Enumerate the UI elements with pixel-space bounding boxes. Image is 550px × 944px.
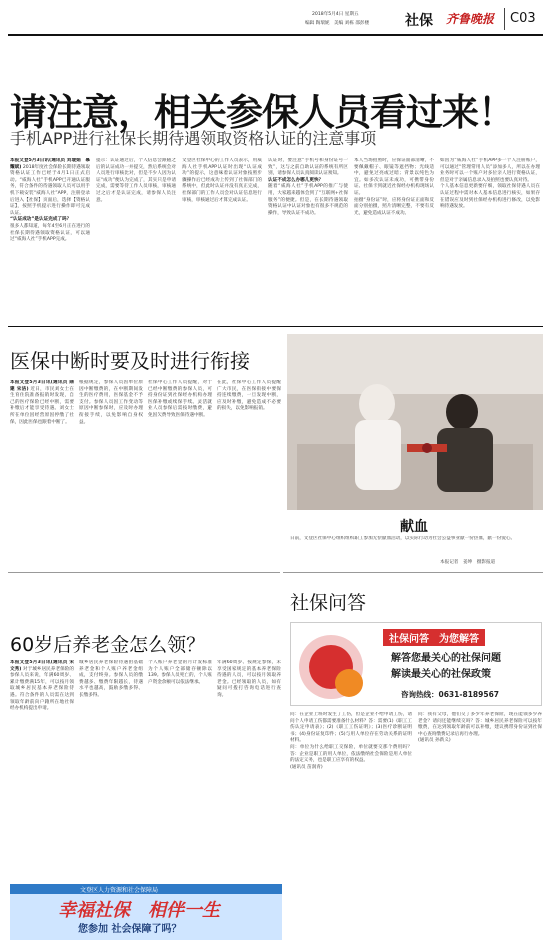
- story4-headline: 社保问答: [290, 592, 367, 614]
- lead-byline: 本报文登5月3日讯(通讯员 刘瑷娟 慕耀斌): [10, 158, 90, 170]
- ad-sub: 您参加 社会保障了吗？: [78, 924, 182, 935]
- lead-subtitle-1: “认证成功”是认证完成了吗？: [10, 217, 72, 223]
- story2-byline: 本报文登5月3日讯(通讯员 隋建 宋洁): [10, 380, 74, 392]
- story2-headline: 医保中断时要及时进行衔接: [10, 349, 250, 373]
- lead-column-6: 如因为“威海人社”手机APP多一个人注册账户，可以通过“管理常用人员”添加多人，所以在办理业务时可以一个账户对多位亲人进行资格认证，但是对于亲属信息录入及拍照也要认真对待。 个人基本信息更新要仔细，领取社保待遇人员在认证过程中需对本人基本信息进行核实，如果存在错误应及时到社保经办机构进行修改，以免影响待遇发放。: [440, 158, 540, 210]
- blood-donation-photo: [287, 334, 543, 510]
- masthead-editors: 编辑 陶瑞妮 美编 刘栋 邵彭楼: [305, 21, 370, 26]
- story2-column-4: 在此，社保中心工作人员提醒广大市民，在医保衔接中要保持连续缴费，一旦发现中断，应及时补缴，避免造成不必要的损失，以免影响报销。: [217, 380, 281, 412]
- story3-byline: 本报文登5月3日讯(通讯员 宋文秀): [10, 660, 74, 672]
- story3-column-2: 城乡居民养老保险待遇由基础养老金和个人账户养老金组成，支付终身。参保人员的缴费越多、缴费年限越长，待遇水平也越高，鼓励多缴多得、长缴多得。: [79, 660, 143, 698]
- story2-column-3: 社保中心工作人员提醒，对于已经中断缴费的参保人员，可持身份证到社保经办机构办理医保补缴或续保手续。灵活就业人员参保后需按时缴费，避免因欠费导致医保待遇中断。: [148, 380, 212, 418]
- qa-banner-phone: 咨询热线：0631-8189567: [401, 690, 500, 699]
- lead-column-2: 提示：认证通过后，个人信息会跟随之后的认证成功一并提交，然后系统会对人员进行审核比对，但是不少人因为认证“成功”便认为完成了，其实只是申请完成，需要等待工作人员审核，审核通过之后才是认证完成，请参保人员注意。: [96, 158, 176, 203]
- qa-banner-title: 社保问答 为您解答: [383, 629, 485, 646]
- ad-slogan: 幸福社保 相伴一生: [58, 900, 220, 921]
- qa-column-1: 问：在企业上班时发生了工伤，但是企业不给申请工伤，请问个人申请工伤都需要准备什么材料？答：需要(1)《职工工伤认定申请表》；(2)《职工工伤证明》；(3)医疗诊断证明书；(4)身份证复印件；(5)与用人单位存在劳动关系的证明材料。 问：单位为什么给职工交保险，单位就要交那个费用吗？答：企业是职工的用人单位，依法缴纳社会保险是用人单位的法定义务，也是职工应享有的权益。 (通讯员 苗润青): [290, 712, 412, 770]
- story3-column-3: 个人账户养老金的月计发标准为个人账户全部储存额除以139。参保人员死亡的，个人账户资金余额可以依法继承。: [148, 660, 212, 685]
- lead-column-4: 认证时，要注意“手机号和身份证号一致”，这与之前自助认证的系统有所区别，请参保人员认真阅读认证须知。 认证不成怎么办哪儿更快？ 随着“威海人社”手机APP的推广与使用，大家越来越体会到了“互联网+社保服务”的便捷。但是，在长期待遇领取资格认证中认证对象也有很多不规范的操作，导致认证不成功。: [268, 158, 348, 216]
- lead-column-5: 本人当场拍照时，应保证面部清晰，不要佩戴帽子、眼镜等遮挡物；光线适中，避免过亮或过暗；背景以纯色为宜。如多次认证未成功，可携带身份证、社保卡到就近社保经办机构现场认证。 拍摄“身份证”时，应将身份证正面和反面分别拍摄，照片清晰完整，不要有反光，避免造成认证不成功。: [354, 158, 434, 216]
- photo-illustration: [287, 334, 543, 510]
- section-rule-1: [8, 326, 543, 327]
- lead-subhead: 手机APP进行社保长期待遇领取资格认证的注意事项: [10, 129, 377, 148]
- bottom-ad: [10, 884, 282, 940]
- page-number: C03: [510, 11, 536, 26]
- section-rule-2: [8, 572, 280, 573]
- lead-column-3: 文登区社保中心的工作人员表示，用威海人社手机APP认证时出现“认证成功”的提示，这意味着认证对象按照步骤操作后已经成功上传到了社保部门的系统中，但此时认证并没有真正完成，社保部门的工作人员会对认证信息进行审核，审核通过后才算完成认证。: [182, 158, 262, 203]
- section-rule-3: [283, 572, 543, 573]
- story3-headline: 60岁后养老金怎么领？: [10, 634, 206, 656]
- lead-column-1: 本报文登5月3日讯(通讯员 刘瑷娟 慕耀斌) 2018年度社会保险长期待遇领取资格认证工作已经于4月1日正式启动。“威海人社”手机APP已开通认证服务，符合条件的待遇领取人员可以用手机下载安装“威海人社”APP，注册登录后进入【社保】页面后，选择【资格认证】，按照手机提示进行操作即可完成认证。 “认证成功”是认证完成了吗？ 很多人都知道，每年4至6月正在进行的社保长期待遇领取资格认证，可以通过“威海人社”手机APP完成。: [10, 158, 90, 243]
- qa-column-2: 问：我有父母，他们交了多少年养老保险，现在能领多少养老金？请问还能继续交吗？答：城乡居民养老保险可以按年缴费，在达到领取年龄前可以补缴，建议携带身份证到社保中心查询缴费记录后再行办理。 (通讯员 孙新义): [418, 712, 542, 744]
- ad-org: 文登区人力资源和社会保障局: [80, 887, 159, 894]
- story2-column-2: 根据规定，参保人员因单位原因中断缴费的，在中断期间发生的医疗费用，医保基金不予支付。参保人员因工作变动等原因中断参保时，应及时办理衔接手续，以免影响自身权益。: [79, 380, 143, 425]
- masthead-date: 2018年5月4日 星期五: [312, 12, 359, 17]
- story3-column-4: 年满60周岁、按规定参保，未享受国家规定的基本养老保险待遇的人员，可以按月领取养老金。已经领取的人员，如有疑问可拨打咨询电话进行查询。: [217, 660, 281, 698]
- photo-credit: 本报记者 姜坤 摄影报道: [440, 560, 496, 565]
- paper-logo: 齐鲁晚报: [446, 12, 495, 26]
- lead-headline: 请注意，相关参保人员看过来！: [10, 91, 514, 134]
- story2-column-1: 本报文登5月3日讯(通讯员 隋建 宋洁) 近日，市民刘女士在生育住院准备报销时发现，自己的医疗保险已经中断，需要补缴后才能享受待遇。刘女士所在单位因经营原因停缴了社保，因此医保也跟着中断了。: [10, 380, 74, 425]
- section-name: 社保: [405, 13, 433, 29]
- masthead-divider: [504, 8, 505, 30]
- lead-subtitle-2: 认证不成怎么办哪儿更快？: [268, 177, 324, 183]
- story3-column-1: 本报文登5月3日讯(通讯员 宋文秀) 对于城乡居民养老保险的参保人员来说，年满60周岁、累计缴费满15年，可以按月领取城乡居民基本养老保险待遇。符合条件的人员需在达到领取年龄前向户籍所在地社保经办机构提出申请。: [10, 660, 74, 712]
- photo-caption-text: 日前，文登区社保中心组织组织职工参加无偿献血活动，以实际行动为社会公益事业献一份热血，献一份爱心。: [290, 536, 516, 541]
- photo-caption-title: 献血: [400, 519, 428, 535]
- qa-banner-logo: [291, 623, 381, 706]
- qa-banner-line2: 解读最关心的社保政策: [391, 669, 491, 680]
- qa-banner-line1: 解答您最关心的社保问题: [391, 653, 501, 664]
- qa-banner: [290, 622, 542, 706]
- masthead-rule: [8, 34, 543, 36]
